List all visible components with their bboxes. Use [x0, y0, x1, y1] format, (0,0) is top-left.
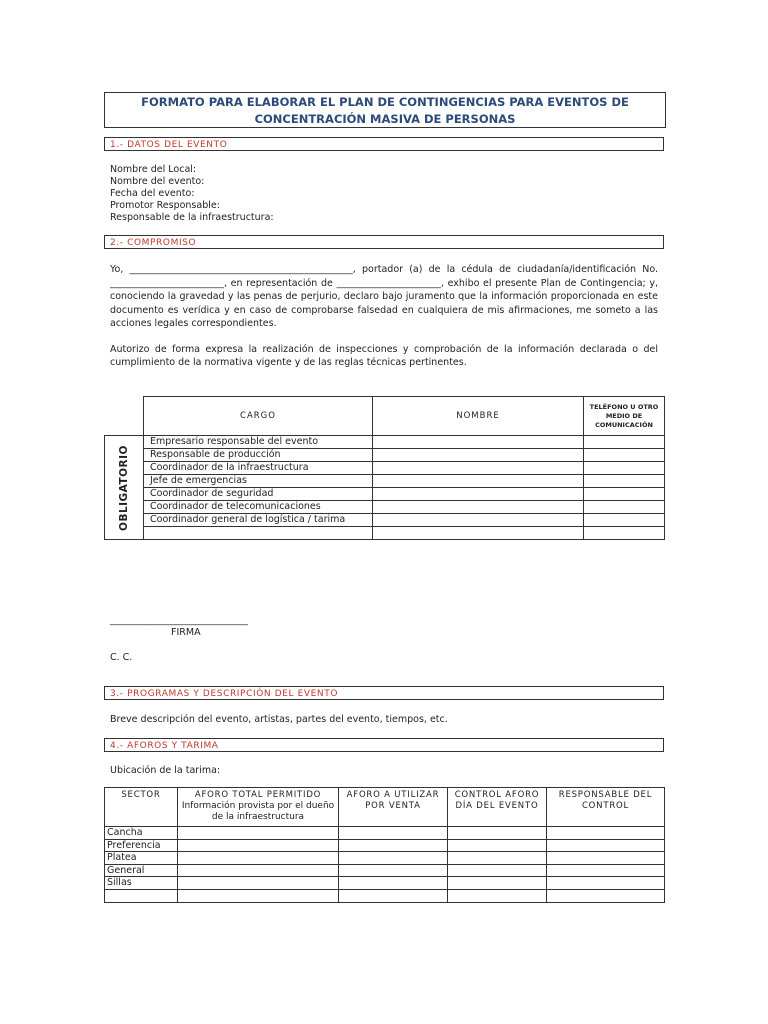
col-nombre: NOMBRE — [373, 397, 584, 436]
col-telefono: TELÉFONO U OTRO MEDIO DE COMUNICACIÓN — [584, 397, 665, 436]
aforo-venta-cell[interactable] — [339, 839, 448, 852]
col-cargo: CARGO — [144, 397, 373, 436]
telefono-cell[interactable] — [584, 527, 665, 540]
descripcion-text: Breve descripción del evento, artistas, partes del evento, tiempos, etc. — [110, 714, 448, 725]
telefono-cell[interactable] — [584, 501, 665, 514]
sector-cell: Preferencia — [105, 839, 178, 852]
table-row — [105, 889, 665, 902]
document-title — [104, 92, 666, 128]
aforo-total-cell[interactable] — [178, 889, 339, 902]
autorizo-paragraph: Autorizo de forma expresa la realización de inspecciones y comprobación de la información declarada o del cumplimiento de la normativa vigente y de las reglas técnicas pertinentes. — [110, 344, 658, 368]
table-row — [105, 852, 665, 865]
telefono-cell[interactable] — [584, 436, 665, 449]
table-row — [105, 488, 665, 501]
nombre-cell[interactable] — [373, 462, 584, 475]
table-row — [105, 864, 665, 877]
nombre-cell[interactable] — [373, 501, 584, 514]
sector-cell: Platea — [105, 852, 178, 865]
field-responsable-infra: Responsable de la infraestructura: — [110, 212, 274, 223]
cargo-cell: Jefe de emergencias — [144, 475, 373, 488]
aforo-total-cell[interactable] — [178, 852, 339, 865]
aforo-venta-cell[interactable] — [339, 864, 448, 877]
nombre-cell[interactable] — [373, 436, 584, 449]
table-row — [105, 462, 665, 475]
cc-label: C. C. — [110, 652, 133, 663]
col-aforo-venta: AFORO A UTILIZAR POR VENTA — [339, 788, 448, 827]
table-row — [105, 827, 665, 840]
responsable-cell[interactable] — [547, 889, 665, 902]
control-cell[interactable] — [448, 852, 547, 865]
empty-corner — [105, 397, 144, 436]
telefono-cell[interactable] — [584, 449, 665, 462]
firma-label: FIRMA — [171, 627, 201, 638]
sector-cell: General — [105, 864, 178, 877]
col-responsable-control: RESPONSABLE DEL CONTROL — [547, 788, 665, 827]
aforos-table — [104, 787, 665, 903]
aforo-total-cell[interactable] — [178, 877, 339, 890]
table-row — [105, 436, 665, 449]
control-cell[interactable] — [448, 827, 547, 840]
nombre-cell[interactable] — [373, 449, 584, 462]
signature-line: _____________________________ — [110, 615, 248, 626]
telefono-cell[interactable] — [584, 514, 665, 527]
nombre-cell[interactable] — [373, 527, 584, 540]
event-data-fields — [110, 164, 274, 224]
cargo-cell — [144, 527, 373, 540]
section-1-header: 1.- DATOS DEL EVENTO — [104, 137, 664, 151]
table-row — [105, 877, 665, 890]
telefono-cell[interactable] — [584, 488, 665, 501]
table-row — [105, 501, 665, 514]
aforo-total-cell[interactable] — [178, 839, 339, 852]
responsable-cell[interactable] — [547, 827, 665, 840]
col-aforo-total — [178, 788, 339, 827]
table-row — [105, 449, 665, 462]
aforo-venta-cell[interactable] — [339, 827, 448, 840]
aforo-total-cell[interactable] — [178, 827, 339, 840]
ubicacion-tarima-label: Ubicación de la tarima: — [110, 765, 221, 776]
table-row — [105, 475, 665, 488]
telefono-cell[interactable] — [584, 462, 665, 475]
responsable-cell[interactable] — [547, 877, 665, 890]
telefono-cell[interactable] — [584, 475, 665, 488]
control-cell[interactable] — [448, 889, 547, 902]
responsable-cell[interactable] — [547, 839, 665, 852]
nombre-cell[interactable] — [373, 488, 584, 501]
responsables-table — [104, 396, 665, 540]
sector-cell: Sillas — [105, 877, 178, 890]
cargo-cell: Responsable de producción — [144, 449, 373, 462]
field-nombre-evento: Nombre del evento: — [110, 176, 205, 187]
table-row — [105, 839, 665, 852]
title-line-1: FORMATO PARA ELABORAR EL PLAN DE CONTINGENCIAS PARA EVENTOS DE — [141, 95, 629, 109]
table-row — [105, 527, 665, 540]
nombre-cell[interactable] — [373, 475, 584, 488]
control-cell[interactable] — [448, 839, 547, 852]
sector-cell — [105, 889, 178, 902]
aforo-venta-cell[interactable] — [339, 852, 448, 865]
control-cell[interactable] — [448, 877, 547, 890]
table-header-row — [105, 397, 665, 436]
col-aforo-total-sub: Información provista por el dueño de la infraestructura — [181, 801, 335, 822]
section-3-header: 3.- PROGRAMAS Y DESCRIPCIÓN DEL EVENTO — [104, 686, 664, 700]
aforo-total-cell[interactable] — [178, 864, 339, 877]
cargo-cell: Coordinador general de logística / tarima — [144, 514, 373, 527]
obligatorio-label: OBLIGATORIO — [105, 436, 144, 540]
cargo-cell: Coordinador de telecomunicaciones — [144, 501, 373, 514]
field-promotor: Promotor Responsable: — [110, 200, 220, 211]
title-line-2: CONCENTRACIÓN MASIVA DE PERSONAS — [254, 112, 516, 126]
table-row — [105, 514, 665, 527]
sector-cell: Cancha — [105, 827, 178, 840]
col-sector: SECTOR — [105, 788, 178, 827]
cargo-cell: Coordinador de la infraestructura — [144, 462, 373, 475]
cargo-cell: Coordinador de seguridad — [144, 488, 373, 501]
col-control-aforo: CONTROL AFORO DÍA DEL EVENTO — [448, 788, 547, 827]
responsable-cell[interactable] — [547, 864, 665, 877]
responsable-cell[interactable] — [547, 852, 665, 865]
nombre-cell[interactable] — [373, 514, 584, 527]
col-aforo-total-title: AFORO TOTAL PERMITIDO — [194, 790, 322, 800]
section-2-header: 2.- COMPROMISO — [104, 235, 664, 249]
section-4-header: 4.- AFOROS Y TARIMA — [104, 738, 664, 752]
aforos-header-row — [105, 788, 665, 827]
cargo-cell: Empresario responsable del evento — [144, 436, 373, 449]
aforo-venta-cell[interactable] — [339, 877, 448, 890]
aforo-venta-cell[interactable] — [339, 889, 448, 902]
compromiso-paragraph: Yo, _______________________________________________, portador (a) de la cédula de ciudadanía/identificación No. ________________________, en representación de ______________________, exhibo el presente Plan de Contingencia; y, conociendo la gravedad y las penas de perjurio, declaro bajo juramento que la información proporcionada en este documento es verídica y en caso de comprobarse falsedad en cualquiera de mis afirmaciones, me someto a las acciones legales correspondientes. — [110, 264, 658, 329]
field-nombre-local: Nombre del Local: — [110, 164, 197, 175]
field-fecha-evento: Fecha del evento: — [110, 188, 195, 199]
control-cell[interactable] — [448, 864, 547, 877]
